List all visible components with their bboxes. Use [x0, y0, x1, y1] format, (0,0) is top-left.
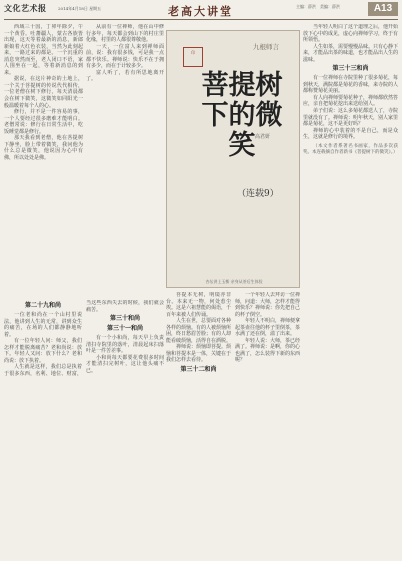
- editor-credits: 主编：薛洪 美编：薛洪: [296, 4, 340, 9]
- paragraph: 一位老和尚在一个山村里说法，他讲到人生的无常，讲到众生的痛苦，在场的人们都静静地听着。: [4, 312, 82, 338]
- calligraphy-inscription: 九根师言: [253, 43, 279, 51]
- paragraph: 一个年轻人去拜访一位禅师，问道：大师，怎样才能得到快乐？禅师说：你先把自己的杯子倒空。: [235, 292, 300, 318]
- paragraph: 西域三十国，丁卯年除夕，午一个黄昏。吐蕃疆人，蒙古各族皆出现，这天等着最新的消息，新郎新娘着大红色衣装，当然为此刻起来，一路过来的都是。一个沉重的消息突然而至，老人闭口不语，家人围坐在一起，等着新消息的到来。: [4, 24, 83, 76]
- paragraph: 人生在世，总要面对各种各样的烦恼。有的人被烦恼所困，终日愁眉苦脸；有的人却能看破烦恼，活得自在洒脱。: [166, 318, 232, 344]
- subheading: 第三十一和尚: [106, 325, 143, 333]
- paragraph: 禅师说：烦恼即菩提。烦恼和菩提本是一体，关键在于我们怎样去看待。: [166, 344, 232, 364]
- issue-date: 2014年4月18日 星期五: [58, 6, 102, 11]
- paragraph: 年轻人不明白，禅师便拿起茶壶往他的杯子里倒茶，茶水满了还在倒，溢了出来。: [235, 318, 300, 338]
- article-column-right: [303, 24, 398, 558]
- paragraph: 人生如茶，需要慢慢品味。只有心静下来，才能品出茶的味道，也才能品出人生的滋味。: [303, 43, 398, 63]
- calligraphy-title: 菩提树下的微笑: [201, 70, 283, 161]
- paragraph: 菩提本无树，明镜亦非台。本来无一物，何处惹尘埃。这是六祖慧能的偈语，千百年来被人们传诵。: [166, 292, 232, 318]
- illustration-caption: 杏坛讲上玉衡 亲身从茶后生体验: [205, 279, 263, 284]
- paragraph: 禅师的心中装着的不是自己，而是众生，这就是修行的境界。: [303, 127, 398, 141]
- paragraph: 有一位年轻人问：师父，我们怎样才能脱离痛苦？老和尚说：放下。年轻人又问：放下什么？老和尚说：放下执着。: [4, 338, 82, 364]
- header-rule: [4, 19, 398, 20]
- subheading: 第三十和尚: [109, 315, 140, 323]
- paragraph: 弟子们说：这么多菊花都送人了，寺院里就没有了。禅师说：明年秋天，别人家里都是菊花，这不是更好吗？: [303, 108, 398, 128]
- paragraph: 据说，在这片神奇的土地上，一个关于菩提树的传说代代相传，一位老僧在树下修行，每天清晨都会在树下微笑，这微笑如同阳光一般温暖着每个人的心。: [4, 76, 83, 109]
- subheading: 第二十九和尚: [24, 302, 61, 309]
- paragraph: 有一位禅师在寺院里种了很多菊花，每到秋天，满院都是菊花的香味，来寺院的人都称赞菊花美丽。: [303, 75, 398, 95]
- paragraph: 当年轻人明白了这个道理之后，他开始放下心中的成见，虚心向禅师学习，终于有所领悟。: [303, 24, 398, 44]
- article-column-middle: [166, 292, 300, 558]
- article-lower-left: [4, 300, 164, 558]
- author-footnote: （本文作者系著名书画家，作品多次获奖。本连载摘自作者新书《菩提树下的微笑》。）: [303, 143, 398, 156]
- paragraph: 年轻人说：大师，茶已经满了。禅师说：是啊，你的心也满了，怎么装得下新的东西呢？: [235, 337, 300, 364]
- author-name: 高君妍: [255, 134, 271, 140]
- calligraphy-illustration: [166, 30, 300, 288]
- paragraph: 有人向禅师要菊花种子，禅师都欣然答应，亲自把菊花挖出来送给别人。: [303, 94, 398, 108]
- paragraph: 人生就是这样，我们总是执着于很多东西，名利、地位、财富，当这些东西失去的时候，我们就会痛苦。: [4, 300, 164, 377]
- paragraph: 从前有一位禅师，他在山中修行多年，每天都会到山下的村庄里化缘，村里的人都很尊敬他。: [86, 24, 164, 44]
- paragraph: 一天，一位富人来到禅师面前，说：我有很多钱，可是我一点都不快乐。禅师说：快乐不在于拥有多少，而在于计较多少。: [86, 43, 164, 70]
- serial-number: （连载9）: [237, 189, 279, 199]
- paragraph: 小和尚每天都要花费很多时间才能清扫完树叶，这让他头痛不已。: [86, 354, 164, 374]
- red-seal-stamp: 印: [183, 47, 203, 67]
- page-number-badge: A13: [368, 2, 398, 16]
- paragraph: 那天我看到老僧，他在菩提树下静坐，脸上带着微笑，我问他为什么总是微笑，他说因为心中有佛，所以处处是佛。: [4, 135, 83, 161]
- paragraph: 有一个小和尚，每天早上负责清扫寺院里的落叶，清晨起床扫落叶是一件苦差事。: [86, 335, 164, 355]
- paragraph: 修行，并不是一件容易的事，一个人要经过很多磨难才能明白。老僧常说：修行在日常生活中，吃饭睡觉都是修行。: [4, 109, 83, 135]
- subheading: 第三十二和尚: [180, 366, 217, 374]
- page-header: [0, 0, 402, 22]
- section-title: 老高大讲堂: [168, 5, 233, 18]
- subheading: 第三十三和尚: [332, 65, 369, 73]
- newspaper-masthead: 文化艺术报: [4, 3, 47, 13]
- paragraph: 富人听了，若有所思地离开了。: [86, 69, 164, 83]
